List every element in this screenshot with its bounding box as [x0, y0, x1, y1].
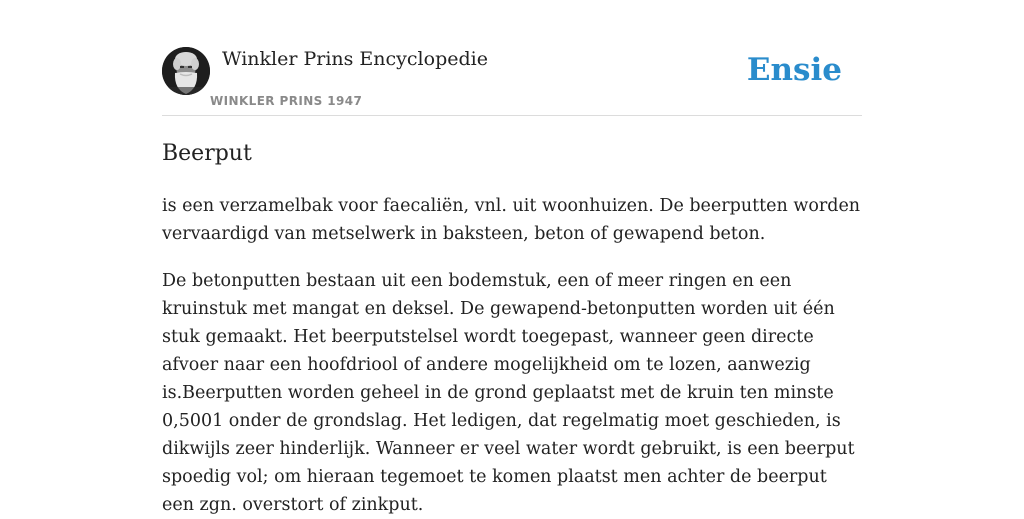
article-paragraph: is een verzamelbak voor faecaliën, vnl. uit woonhuizen. De beerputten worden vervaardigd van metselwerk in baksteen, beton of gewapend beton. [162, 196, 861, 244]
bearded-man-portrait-icon[interactable] [162, 47, 210, 95]
article-title: Beerput [162, 141, 252, 166]
article [162, 138, 862, 519]
source-title[interactable]: Winkler Prins Encyclopedie [222, 48, 488, 70]
ensie-logo-link[interactable]: Ensie [746, 52, 842, 88]
source-header [162, 40, 862, 116]
article-paragraph: De betonputten bestaan uit een bodemstuk, een of meer ringen en een kruinstuk met mangat en deksel. De gewapend-betonputten worden uit één stuk gemaakt. Het beerputstelsel wordt toegepast, wanneer geen directe afvoer naar een hoofdriool of andere mogelijkheid om te lozen, aanwezig is.Beerputten worden geheel in de grond geplaatst met de kruin ten minste 0,5001 onder de grondslag. Het ledigen, dat regelmatig moet geschieden, is dikwijls zeer hinderlijk. Wanneer er veel water wordt gebruikt, is een beerput spoedig vol; om hieraan tegemoet te komen plaatst men achter de beerput een zgn. overstort of zinkput. [162, 271, 855, 515]
source-subtitle[interactable]: WINKLER PRINS 1947 [210, 94, 363, 108]
